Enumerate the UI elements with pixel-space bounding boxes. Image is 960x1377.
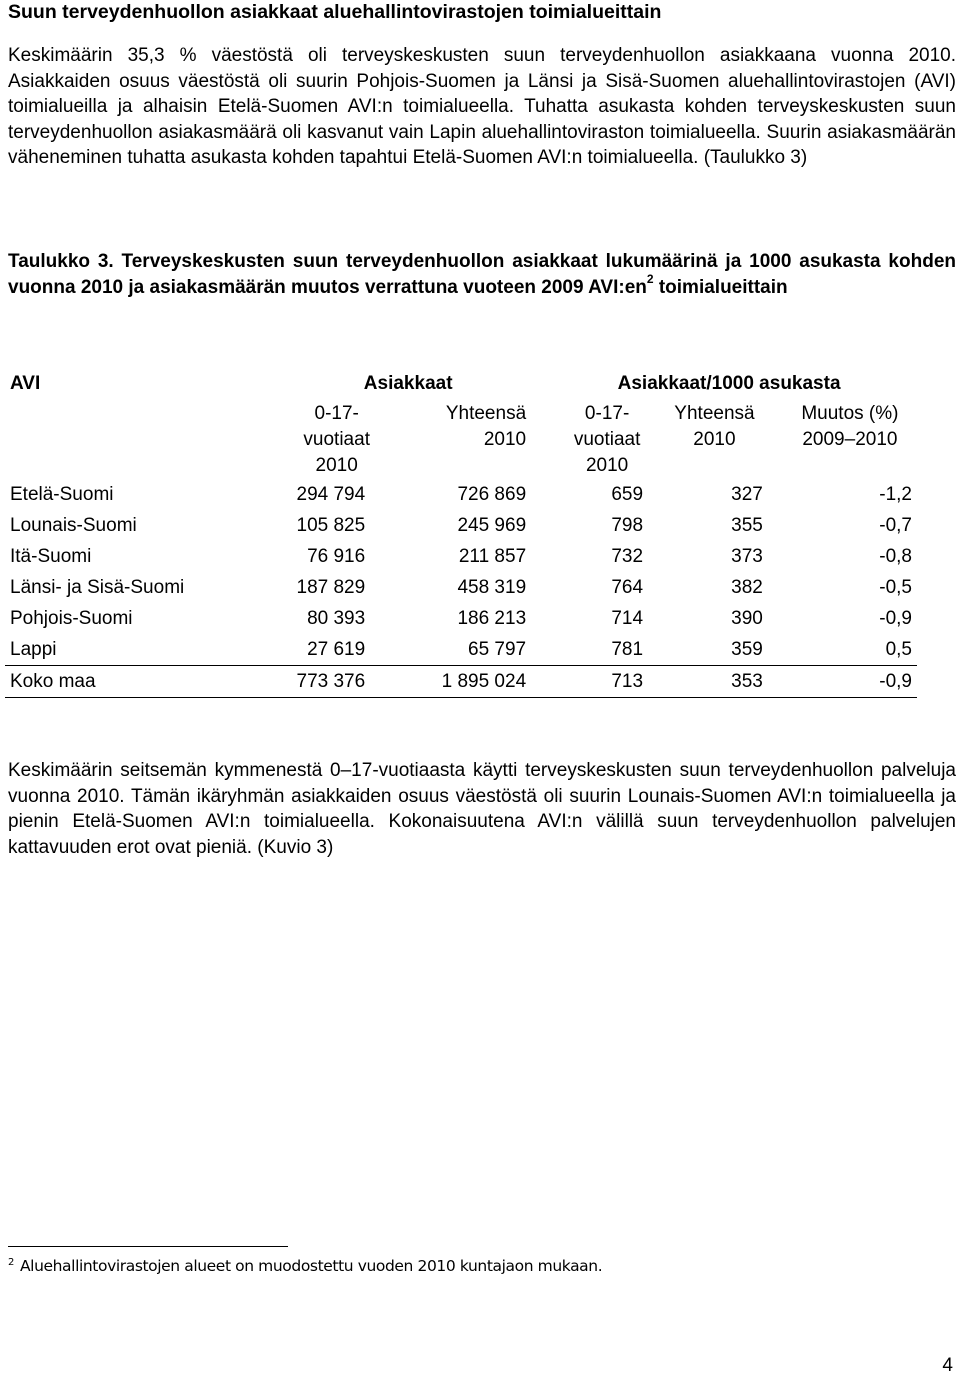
row-value-cell: 373 (731, 545, 763, 567)
subheader-0-17-per-1000 (531, 401, 648, 479)
subheader-line: 2010 (483, 429, 527, 450)
row-value-cell: 781 (531, 634, 648, 666)
subheader-0-17-count (285, 401, 370, 479)
column-group-asiakkaat-per-1000 (531, 373, 917, 401)
row-value-cell: 359 (648, 634, 768, 666)
subheader-line: Yhteensä (445, 403, 527, 424)
footnote-divider (8, 1246, 288, 1247)
row-value-cell: -0,7 (879, 514, 912, 536)
table-body (5, 479, 917, 698)
row-value-cell: 294 794 (296, 483, 366, 505)
row-value-cell: 211 857 (458, 545, 527, 567)
footnote (8, 1257, 602, 1275)
row-value-cell: -0,8 (879, 545, 912, 567)
row-value-cell: 726 869 (457, 483, 527, 505)
row-value-cell: 27 619 (285, 634, 370, 666)
footnote-text: Aluehallintovirastojen alueet on muodostettu vuoden 2010 kuntajaon mukaan. (19, 1257, 603, 1276)
row-value-cell: 390 (731, 607, 763, 629)
caption-tail: toimialueittain (658, 276, 788, 298)
subheader-total-count (370, 401, 531, 479)
section-heading: Suun terveydenhuollon asiakkaat aluehallintovirastojen toimialueittain (8, 1, 662, 23)
subheader-line: vuotiaat (573, 429, 641, 450)
row-value-cell: -0,9 (879, 607, 912, 629)
data-table (5, 373, 917, 698)
row-region-name: Pohjois-Suomi (10, 607, 133, 629)
footnote-mark: 2 (8, 1257, 14, 1268)
subheader-line: 2010 (585, 455, 629, 476)
table-row (5, 479, 917, 510)
row-value-cell: 773 376 (285, 666, 370, 698)
table-row (5, 510, 917, 541)
table-row (5, 634, 917, 666)
row-value-cell: 659 (611, 483, 644, 505)
row-region-name: Lounais-Suomi (10, 514, 137, 536)
row-region-name: Lappi (5, 634, 285, 666)
row-value-cell: 458 319 (457, 576, 527, 598)
row-value-cell: 714 (611, 607, 644, 629)
row-value-cell: 353 (648, 666, 768, 698)
group-label-per-1000: Asiakkaat/1000 asukasta (617, 373, 841, 394)
row-region-name: Etelä-Suomi (10, 483, 114, 505)
footnote-reference: 2 (646, 272, 654, 287)
row-value-cell: 186 213 (457, 607, 527, 629)
column-group-asiakkaat (285, 373, 531, 401)
subheader-empty (5, 401, 285, 479)
row-value-cell: 732 (611, 545, 644, 567)
subheader-total-per-1000 (648, 401, 768, 479)
row-value-cell: -0,9 (768, 666, 917, 698)
row-value-cell: 713 (531, 666, 648, 698)
row-value-cell: 327 (731, 483, 763, 505)
table-row (5, 541, 917, 572)
row-value-cell: -1,2 (879, 483, 912, 505)
row-value-cell: 355 (731, 514, 763, 536)
row-value-cell: 105 825 (296, 514, 366, 536)
row-value-cell: 80 393 (307, 607, 366, 629)
intro-paragraph: Keskimäärin 35,3 % väestöstä oli terveyskeskusten suun terveydenhuollon asiakkaana vuonna 2010. Asiakkaiden osuus väestöstä oli suurin Pohjois-Suomen ja Länsi ja Sisä-Suomen aluehallintovirastojen (AVI) toimialueilla ja alhaisin Etelä-Suomen AVI:n toimialueella. Tuhatta asukasta kohden terveyskeskusten suun terveydenhuollon asiakasmäärä oli kasvanut vain Lapin aluehallintoviraston toimialueella. Suurin asiakasmäärän väheneminen tuhatta asukasta kohden tapahtui Etelä-Suomen AVI:n toimialueella. (Taulukko 3) (8, 45, 956, 169)
table-total-row (5, 666, 917, 698)
subheader-line: Yhteensä (674, 403, 755, 424)
summary-paragraph: Keskimäärin seitsemän kymmenestä 0–17-vuotiaasta käytti terveyskeskusten suun terveydenhuollon palveluja vuonna 2010. Tämän ikäryhmän asiakkaiden osuus väestöstä oli suurin Lounais-Suomen AVI:n toimialueella ja pienin Etelä-Suomen AVI:n toimialueella. Kokonaisuutena AVI:n välillä suun terveydenhuollon palvelujen kattavuuden erot ovat pieniä. (Kuvio 3) (8, 760, 956, 858)
row-region-name: Itä-Suomi (10, 545, 92, 567)
row-value-cell: 245 969 (457, 514, 527, 536)
row-value-cell: 0,5 (768, 634, 917, 666)
row-value-cell: -0,5 (879, 576, 912, 598)
row-value-cell: 76 916 (307, 545, 366, 567)
subheader-line: Muutos (%) (801, 403, 899, 424)
row-value-cell: 798 (611, 514, 644, 536)
group-label-asiakkaat: Asiakkaat (363, 373, 453, 394)
row-value-cell: 65 797 (370, 634, 531, 666)
page-number: 4 (942, 1355, 953, 1376)
row-value-cell: 764 (611, 576, 644, 598)
subheader-line: 2009–2010 (802, 429, 898, 450)
table-caption (8, 249, 956, 300)
row-value-cell: 382 (731, 576, 763, 598)
subheader-change-percent (768, 401, 917, 479)
row-region-name: Koko maa (5, 666, 285, 698)
subheader-line: 2010 (693, 429, 736, 450)
table-row (5, 572, 917, 603)
subheader-line: 0-17- (584, 403, 630, 424)
table-subheader-row (5, 401, 917, 479)
subheader-line: vuotiaat (303, 429, 370, 450)
table-row (5, 603, 917, 634)
subheader-line: 2010 (315, 455, 358, 476)
column-header-avi: AVI (10, 373, 41, 394)
subheader-line: 0-17- (314, 403, 359, 424)
row-region-name: Länsi- ja Sisä-Suomi (10, 576, 185, 598)
caption-text: Taulukko 3. Terveyskeskusten suun terveydenhuollon asiakkaat lukumäärinä ja 1000 asukasta kohden vuonna 2010 ja asiakasmäärän muutos verrattuna vuoteen 2009 AVI:en (8, 251, 956, 298)
table-group-header-row (5, 373, 917, 401)
row-value-cell: 1 895 024 (370, 666, 531, 698)
row-value-cell: 187 829 (296, 576, 366, 598)
